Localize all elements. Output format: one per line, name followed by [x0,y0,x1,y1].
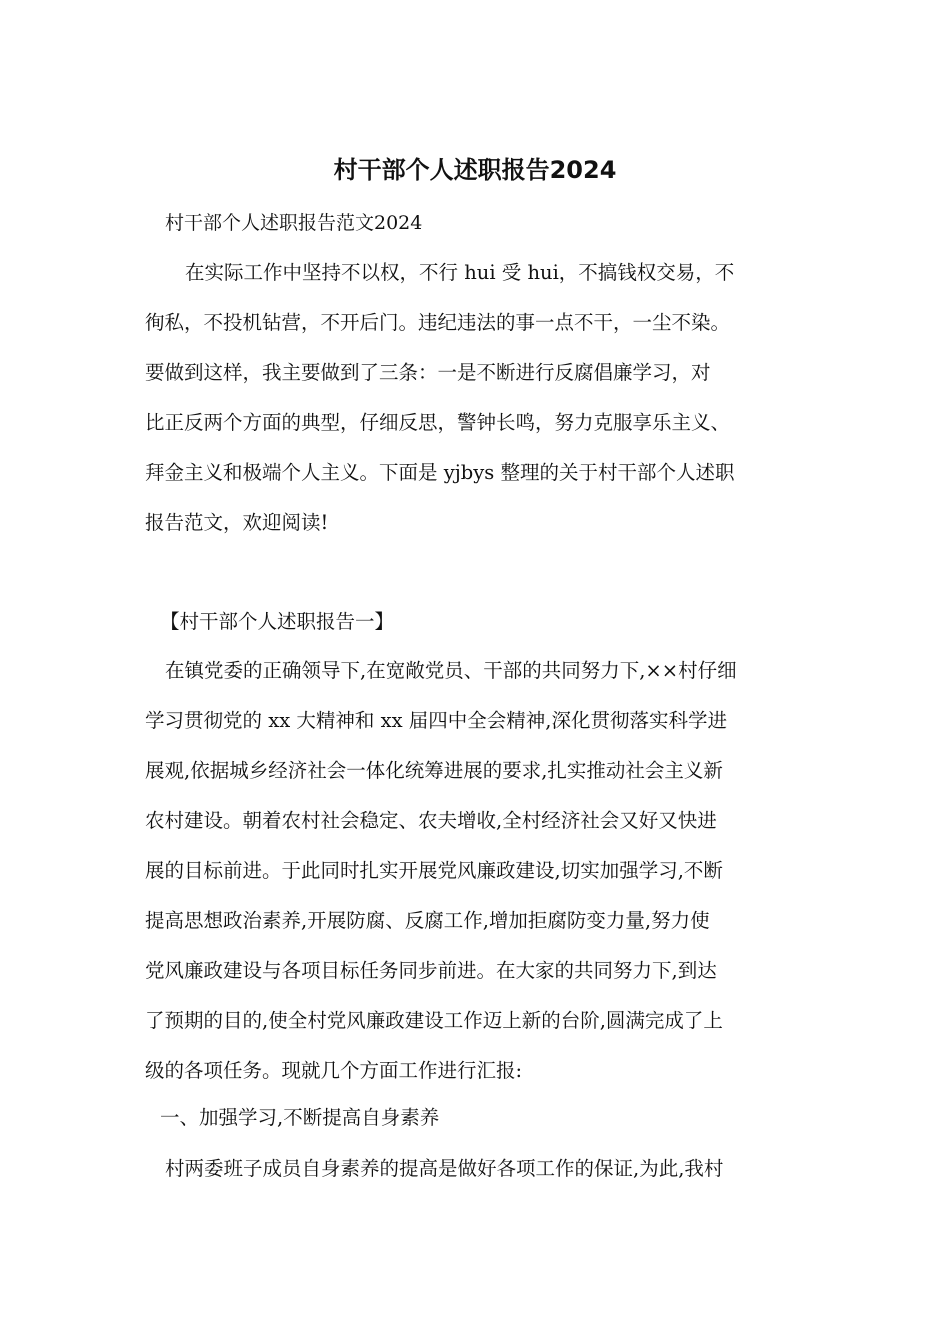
intro-line: 徇私，不投机钻营，不开后门。违纪违法的事一点不干，一尘不染。 [145,311,731,334]
body-line: 学习贯彻党的 xx 大精神和 xx 届四中全会精神,深化贯彻落实科学进 [145,709,727,732]
intro-paragraph [145,248,825,548]
body-paragraph [145,646,825,1096]
subheading-1: 一、加强学习,不断提高自身素养 [160,1106,440,1129]
section-heading: 【村干部个人述职报告一】 [160,610,395,633]
body-line: 展观,依据城乡经济社会一体化统筹进展的要求,扎实推动社会主义新 [145,759,723,782]
intro-line: 要做到这样，我主要做到了三条：一是不断进行反腐倡廉学习，对 [145,361,711,384]
body-line: 级的各项任务。现就几个方面工作进行汇报: [145,1059,523,1082]
intro-line: 比正反两个方面的典型，仔细反思，警钟长鸣，努力克服享乐主义、 [145,411,731,434]
body-line: 党风廉政建设与各项目标任务同步前进。在大家的共同努力下,到达 [145,959,717,982]
document-subtitle: 村干部个人述职报告范文2024 [165,212,423,234]
intro-line: 报告范文，欢迎阅读! [145,511,329,534]
continuation-paragraph [145,1144,825,1194]
body-line: 农村建设。朝着农村社会稳定、农夫增收,全村经济社会又好又快进 [145,809,717,832]
body-line: 提高思想政治素养,开展防腐、反腐工作,增加拒腐防变力量,努力使 [145,909,710,932]
body-line: 展的目标前进。于此同时扎实开展党风廉政建设,切实加强学习,不断 [145,859,723,882]
body-line: 了预期的目的,使全村党风廉政建设工作迈上新的台阶,圆满完成了上 [145,1009,723,1032]
body-line: 在镇党委的正确领导下,在宽敞党员、干部的共同努力下,××村仔细 [165,659,737,682]
intro-line: 在实际工作中坚持不以权，不行 hui 受 hui，不搞钱权交易，不 [185,261,735,284]
body-line: 村两委班子成员自身素养的提高是做好各项工作的保证,为此,我村 [165,1157,724,1180]
document-title: 村干部个人述职报告2024 [333,156,617,184]
intro-line: 拜金主义和极端个人主义。下面是 yjbys 整理的关于村干部个人述职 [145,461,735,484]
